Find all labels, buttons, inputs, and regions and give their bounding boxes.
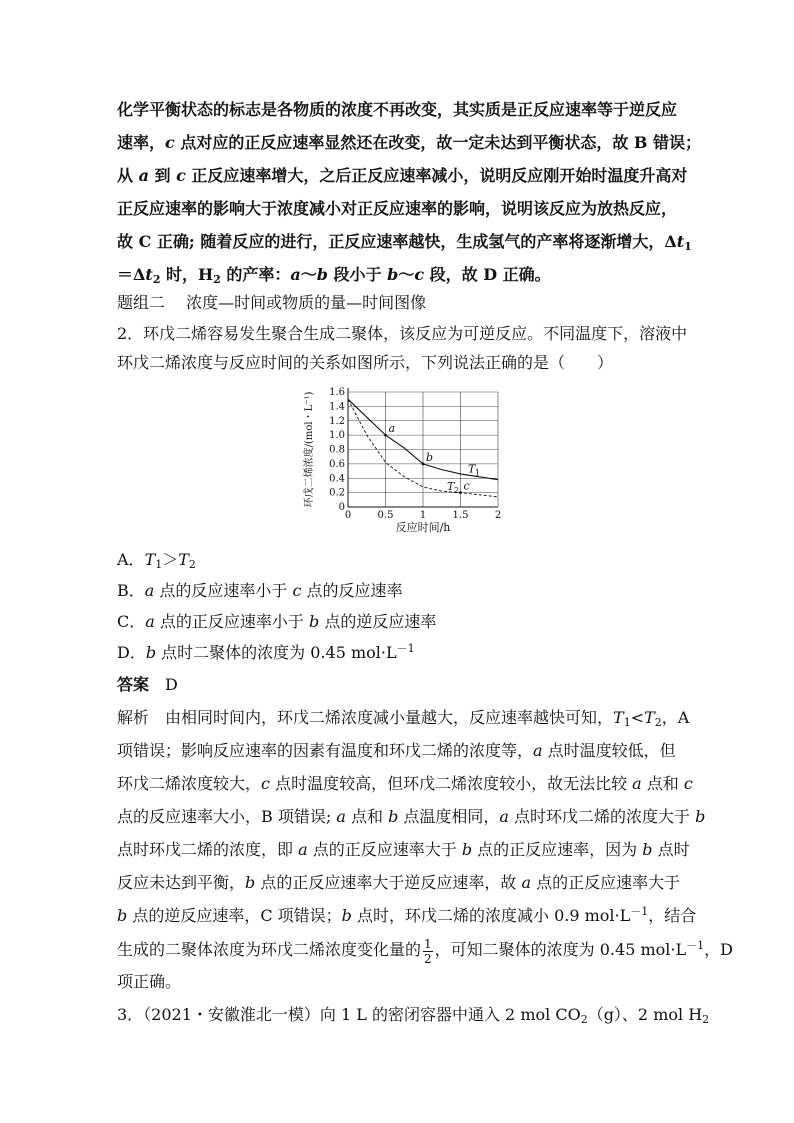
answer-value: D xyxy=(165,675,178,694)
answer-label: 答案 xyxy=(117,675,150,694)
y-tick-label: 1.2 xyxy=(329,415,345,427)
y-tick-label: 0.2 xyxy=(329,487,345,499)
analysis-line-9: 项正确。 xyxy=(117,972,182,991)
series-label-t2: T xyxy=(447,479,455,493)
y-tick-label: 0.6 xyxy=(329,458,345,470)
question-line-2: 环戊二烯浓度与反应时间的关系如图所示，下列说法正确的是（ ） xyxy=(117,353,614,372)
data-point-c xyxy=(459,491,462,494)
x-tick-label: 0 xyxy=(344,510,352,521)
point-label-a: a xyxy=(388,422,396,436)
series-label-t1: T xyxy=(468,462,476,476)
analysis-line-5: 点时环戊二烯的浓度，即 a 点的正反应速率大于 b 点的正反应速率，因为 b 点时 xyxy=(117,840,690,859)
analysis-line-2: 项错误；影响反应速率的因素有温度和环戊二烯的浓度等，a 点时温度较低，但 xyxy=(117,741,676,760)
one-half-fraction: $\frac{1}{2}$ xyxy=(424,937,432,966)
data-point-b xyxy=(422,462,425,465)
concentration-time-chart xyxy=(286,382,516,542)
option-a: A．$T_1>T_2$ xyxy=(117,550,196,571)
question-line-1: 2．环戊二烯容易发生聚合生成二聚体，该反应为可逆反应。不同温度下，溶液中 xyxy=(117,324,688,343)
paragraph-line-4: 正反应速率的影响大于浓度减小对正反应速率的影响，说明该反应为放热反应， xyxy=(117,199,678,218)
analysis-line-7: b 点的逆反应速率，C 项错误；b 点时，环戊二烯的浓度减小 0.9 $mol\cdot L^{-1}$，结合 xyxy=(117,905,697,925)
series-label-subscript: 2 xyxy=(454,485,460,495)
analysis-line-8: 生成的二聚体浓度为环戊二烯浓度变化量的 $\frac{1}{2}$ ，可知二聚体的浓度为 0.45 $mol\cdot L^{-1}$，D xyxy=(117,937,733,966)
y-tick-label: 1.6 xyxy=(329,387,345,398)
option-c: C．a 点的正反应速率小于 b 点的逆反应速率 xyxy=(117,612,437,631)
paragraph-line-2: 速率，c 点对应的正反应速率显然还在改变，故一定未达到平衡状态，故 B 错误； xyxy=(117,133,702,152)
y-tick-label: 1.0 xyxy=(329,430,345,442)
x-tick-label: 2 xyxy=(494,510,502,521)
y-tick-label: 0.8 xyxy=(329,444,345,456)
x-tick-label: 0.5 xyxy=(377,510,394,521)
paragraph-line-3: 从 a 到 c 正反应速率增大，之后正反应速率减小，说明反应刚开始时温度升高对 xyxy=(117,166,688,185)
paragraph-line-6: $=\Delta t_2$ 时，$H_2$ 的产率：a～b 段小于 b～c 段，故 D 正确。 xyxy=(117,265,551,286)
point-label-b: b xyxy=(426,450,434,464)
x-axis-label: 反应时间/h xyxy=(395,521,451,534)
question-3-line: 3．（2021・安徽淮北一模）向 1 L 的密闭容器中通入 2 mol $CO_2(g)$、2 mol $H_2$ xyxy=(117,1005,710,1026)
paragraph-line-1: 化学平衡状态的标志是各物质的浓度不再改变，其实质是正反应速率等于逆反应 xyxy=(117,100,678,119)
analysis-line-3: 环戊二烯浓度较大，c 点时温度较高，但环戊二烯浓度较小，故无法比较 a 点和 c xyxy=(117,774,693,793)
option-d: D．b 点时二聚体的浓度为 0.45 $mol\cdot L^{-1}$ xyxy=(117,642,415,662)
analysis-line-4: 点的反应速率大小，B 项错误; a 点和 b 点温度相同，a 点时环戊二烯的浓度大于 b xyxy=(117,807,706,826)
x-tick-label: 1.5 xyxy=(452,510,469,521)
y-axis-label: 环戊二烯浓度/(mol・L⁻¹) xyxy=(304,391,315,508)
analysis-line-6: 反应未达到平衡，b 点的正反应速率大于逆反应速率，故 a 点的正反应速率大于 xyxy=(117,873,681,892)
data-point-a xyxy=(384,434,387,437)
answer-line xyxy=(117,673,687,697)
x-tick-label: 1 xyxy=(419,510,427,521)
section-heading: 题组二 浓度—时间或物质的量—时间图像 xyxy=(117,293,427,312)
analysis-line-1: 解析 由相同时间内，环戊二烯浓度减小量越大，反应速率越快可知，$T_1<T_2$，A xyxy=(117,708,690,729)
y-tick-label: 1.4 xyxy=(329,401,345,413)
option-b: B．a 点的反应速率小于 c 点的反应速率 xyxy=(117,581,403,600)
y-tick-label: 0.4 xyxy=(329,473,345,485)
point-label-c: c xyxy=(463,479,470,493)
paragraph-line-5: 故 C 正确; 随着反应的进行，正反应速率越快，生成氢气的产率将逐渐增大，$\Delta t_1$ xyxy=(117,232,692,253)
y-tick-label: 0 xyxy=(338,502,345,513)
series-label-subscript: 1 xyxy=(475,468,481,478)
